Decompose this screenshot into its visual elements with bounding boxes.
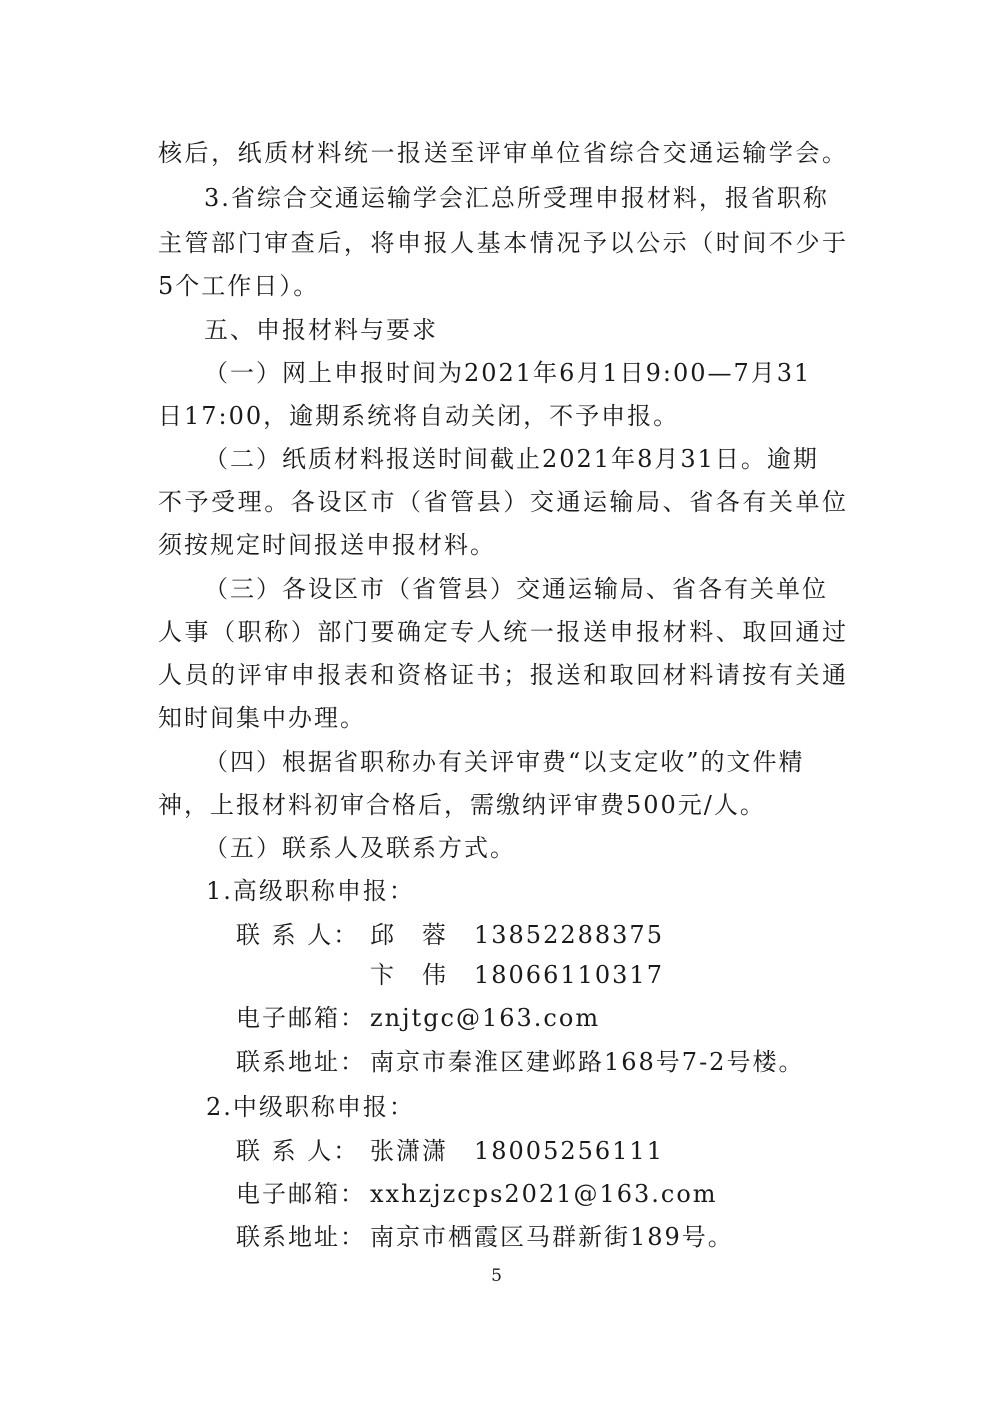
senior-person1-phone: 13852288375 (474, 921, 664, 949)
intermediate-address: 南京市栖霞区马群新街189号。 (370, 1223, 734, 1251)
senior-email-label: 电子邮箱： (236, 1004, 366, 1032)
senior-person1-name: 邱 蓉 (370, 921, 448, 949)
intermediate-person-name: 张潇潇 (370, 1137, 448, 1165)
paragraph-line: （五）联系人及联系方式。 (204, 834, 516, 862)
paragraph-line: 神，上报材料初审合格后，需缴纳评审费500元/人。 (158, 791, 766, 819)
intermediate-person-phone: 18005256111 (474, 1137, 664, 1165)
paragraph-line: （二）纸质材料报送时间截止2021年8月31日。逾期 (204, 445, 819, 473)
paragraph-line: （一）网上申报时间为2021年6月1日9:00—7月31 (204, 359, 812, 387)
paragraph-line: （四）根据省职称办有关评审费“以支定收”的文件精 (204, 748, 805, 776)
paragraph-line: 人员的评审申报表和资格证书；报送和取回材料请按有关通 (158, 661, 848, 689)
senior-email: znjtgc@163.com (370, 1004, 601, 1032)
paragraph-line: 知时间集中办理。 (158, 704, 366, 732)
paragraph-line: 3.省综合交通运输学会汇总所受理申报材料，报省职称 (204, 184, 829, 212)
senior-address-label: 联系地址： (236, 1048, 366, 1076)
paragraph-line: （三）各设区市（省管县）交通运输局、省各有关单位 (204, 575, 828, 603)
section-heading: 五、申报材料与要求 (204, 316, 438, 344)
paragraph-line: 日17:00，逾期系统将自动关闭，不予申报。 (158, 402, 680, 430)
page-number: 5 (491, 1266, 502, 1286)
paragraph-line: 不予受理。各设区市（省管县）交通运输局、省各有关单位 (158, 488, 848, 516)
intermediate-contact-label: 联 系 人： (236, 1137, 360, 1165)
senior-contact-label: 联 系 人： (236, 921, 360, 949)
senior-person2-phone: 18066110317 (474, 961, 664, 989)
senior-heading: 1.高级职称申报： (206, 877, 415, 905)
paragraph-line: 主管部门审查后，将申报人基本情况予以公示（时间不少于 (158, 229, 848, 257)
intermediate-heading: 2.中级职称申报： (206, 1093, 415, 1121)
paragraph-line: 人事（职称）部门要确定专人统一报送申报材料、取回通过 (158, 618, 848, 646)
senior-person2-name: 卞 伟 (370, 961, 448, 989)
intermediate-email: xxhzjzcps2021@163.com (370, 1180, 718, 1208)
senior-address: 南京市秦淮区建邺路168号7-2号楼。 (370, 1048, 805, 1076)
intermediate-email-label: 电子邮箱： (236, 1180, 366, 1208)
paragraph-line: 5个工作日）。 (158, 272, 320, 300)
paragraph-line: 核后，纸质材料统一报送至评审单位省综合交通运输学会。 (158, 139, 848, 167)
paragraph-line: 须按规定时间报送申报材料。 (158, 531, 496, 559)
intermediate-address-label: 联系地址： (236, 1223, 366, 1251)
